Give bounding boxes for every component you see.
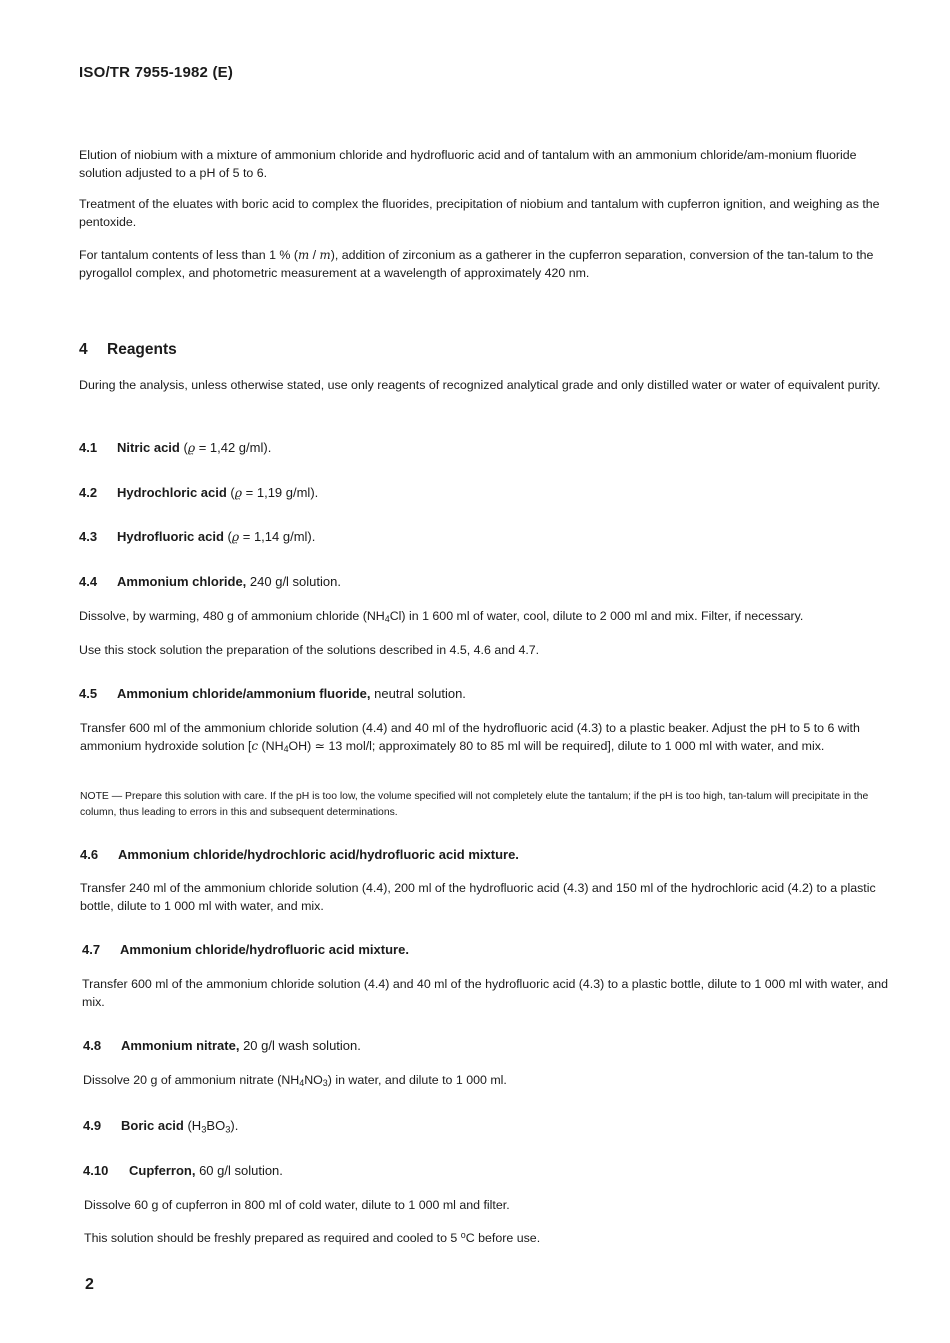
reagent-4-1: 4.1 Nitric acid (ϱ = 1,42 g/ml). (79, 440, 272, 455)
reagent-4-8-preparation: Dissolve 20 g of ammonium nitrate $(NH_4NO_3)$ in water, and dilute to 1 000 ml. (83, 1073, 507, 1089)
reagent-4-5-preparation: Transfer 600 ml of the ammonium chloride solution (4.4) and 40 ml of the hydrofluoric acid (4.3) to a plastic beaker. Adjust the pH to 5 to 6 with ammonium hydroxide solution [c $(NH_4OH)$ ≃ 13 mol/l; approximately 80 to 85 ml will be required], dilute to 1 000 ml with water, and mix. (80, 721, 860, 755)
reagent-4-10-preparation: Dissolve 60 g of cupferron in 800 ml of cold water, dilute to 1 000 ml and filter. (84, 1198, 510, 1212)
reagent-4-7-preparation: Transfer 600 ml of the ammonium chloride solution (4.4) and 40 ml of the hydrofluoric acid (4.3) to a plastic bottle, dilute to 1 000 ml with water, and mix. (82, 977, 889, 1009)
intro-paragraph-treatment: Treatment of the eluates with boric acid to complex the fluorides, precipitation of niobium and tantalum with cupferron ignition, and weighing as the pentoxide. (79, 197, 880, 229)
reagent-4-10-storage: This solution should be freshly prepared as required and cooled to 5 $^o$C before use. (84, 1229, 541, 1245)
section-heading-reagents: 4 Reagents (79, 341, 177, 358)
document-header: ISO/TR 7955-1982 (E) (79, 64, 234, 81)
reagent-4-4: 4.4 Ammonium chloride, 240 g/l solution. (79, 574, 341, 589)
reagent-4-2: 4.2 Hydrochloric acid (ϱ = 1,19 g/ml). (79, 485, 319, 500)
reagent-4-5-note: NOTE — Prepare this solution with care. If the pH is too low, the volume specified will not completely elute the tantalum; if the pH is too high, tan-talum will precipitate in the column, thus leading to errors in this and subsequent determinations. (80, 791, 869, 818)
reagent-4-10: 4.10 Cupferron, 60 g/l solution. (83, 1163, 283, 1178)
intro-paragraph-tantalum: For tantalum contents of less than 1 % (m / m), addition of zirconium as a gatherer in the cupferron separation, conversion of the tan-talum to the pyrogallol complex, and photometric measurement at a wavelength of approximately 420 nm. (79, 248, 874, 280)
reagent-4-4-usage: Use this stock solution the preparation of the solutions described in 4.5, 4.6 and 4.7. (79, 643, 540, 657)
reagent-4-3: 4.3 Hydrofluoric acid (ϱ = 1,14 g/ml). (79, 529, 316, 544)
intro-paragraph-elution: Elution of niobium with a mixture of ammonium chloride and hydrofluoric acid and of tantalum with an ammonium chloride/am-monium fluoride solution adjusted to a pH of 5 to 6. (79, 148, 857, 180)
reagent-4-9: 4.9 Boric acid $(H_3BO_3)$. (83, 1118, 239, 1135)
reagent-4-7: 4.7 Ammonium chloride/hydrofluoric acid mixture. (82, 942, 409, 957)
reagent-4-6-preparation: Transfer 240 ml of the ammonium chloride solution (4.4), 200 ml of the hydrofluoric acid (4.3) and 150 ml of the hydrochloric acid (4.2) to a plastic bottle, dilute to 1 000 ml with water, and mix. (80, 881, 876, 913)
reagent-4-4-preparation: Dissolve, by warming, 480 g of ammonium chloride $(NH_4Cl)$ in 1 600 ml of water, cool, dilute to 2 000 ml and mix. Filter, if necessary. (79, 609, 804, 625)
reagent-4-6: 4.6 Ammonium chloride/hydrochloric acid/hydrofluoric acid mixture. (80, 847, 519, 862)
reagent-4-8: 4.8 Ammonium nitrate, 20 g/l wash solution. (83, 1038, 361, 1053)
page-number: 2 (85, 1276, 94, 1293)
reagent-4-5: 4.5 Ammonium chloride/ammonium fluoride, neutral solution. (79, 686, 466, 701)
reagents-intro: During the analysis, unless otherwise stated, use only reagents of recognized analytical grade and only distilled water or water of equivalent purity. (79, 378, 881, 392)
